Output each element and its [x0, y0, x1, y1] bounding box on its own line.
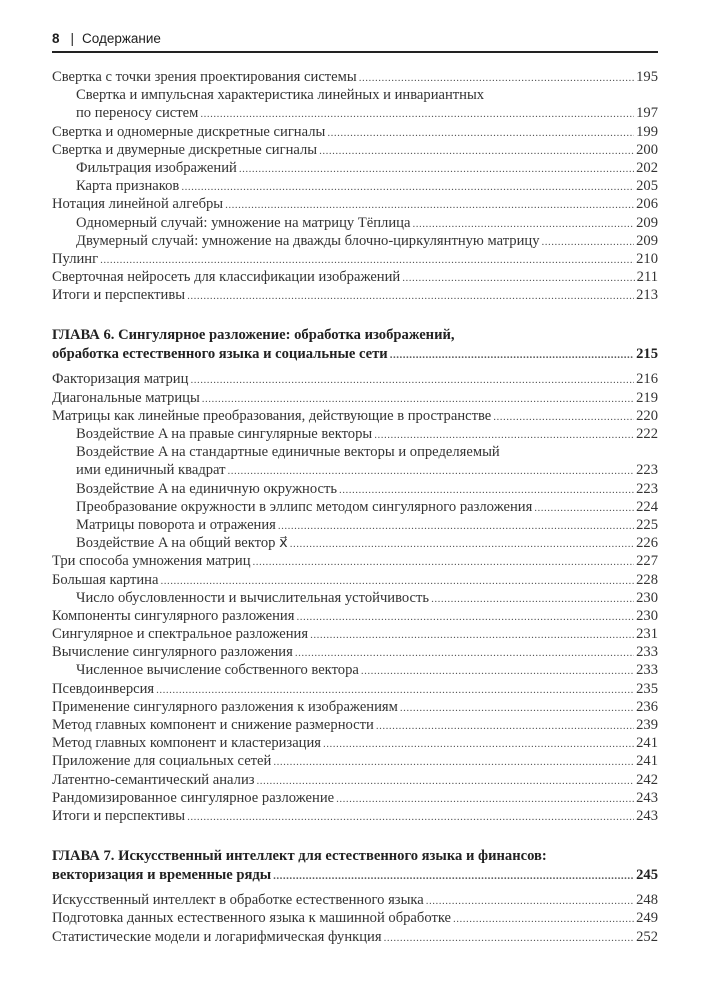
leader-dots — [400, 698, 634, 717]
toc-entry-line1: Свертка и импульсная характеристика линейных и инвариантных — [76, 87, 485, 104]
leader-dots — [160, 571, 634, 590]
toc-entry[interactable]: Свертка и одномерные дискретные сигналы ..... 199 — [52, 123, 658, 141]
page-ref: 233 — [636, 644, 658, 661]
toc-entry[interactable]: Псевдоинверсия ..... 235 — [52, 680, 658, 698]
toc-entry[interactable]: Свертка с точки зрения проектирования системы ..... 195 — [52, 68, 658, 86]
page-ref: 202 — [636, 159, 658, 176]
page-ref: 227 — [636, 553, 658, 570]
toc-entry[interactable]: Карта признаков ..... 205 — [52, 177, 658, 195]
chapter-title-line2: обработка естественного языка и социальные сети ..... 215 — [52, 345, 658, 364]
leader-dots — [412, 214, 634, 233]
page-ref: 216 — [636, 371, 658, 388]
leader-dots — [339, 480, 634, 499]
chapter-title-line1: ГЛАВА 6. Сингулярное разложение: обработка изображений, — [52, 327, 455, 344]
chapter-7-heading[interactable] — [52, 847, 658, 885]
leader-dots — [202, 389, 634, 408]
leader-dots — [228, 461, 635, 480]
leader-dots — [431, 589, 634, 608]
leader-dots — [100, 250, 634, 269]
page-ref: 220 — [636, 407, 658, 424]
page-ref: 231 — [636, 626, 658, 643]
leader-dots — [187, 807, 634, 826]
page-ref: 209 — [636, 232, 658, 249]
page-ref: 199 — [636, 123, 658, 140]
leader-dots — [225, 195, 634, 214]
toc-entry[interactable]: Латентно-семантический анализ ..... 242 — [52, 771, 658, 789]
leader-dots — [493, 407, 634, 426]
toc-entry[interactable]: Воздействие A на общий вектор x⃗ ..... 226 — [52, 534, 658, 552]
page-ref: 230 — [636, 589, 658, 606]
page-ref: 195 — [636, 69, 658, 85]
toc-entry[interactable]: Преобразование окружности в эллипс методом сингулярного разложения ..... 224 — [52, 498, 658, 516]
page-ref: 236 — [636, 698, 658, 715]
table-of-contents — [52, 68, 658, 946]
toc-entry[interactable]: Рандомизированное сингулярное разложение ..... 243 — [52, 789, 658, 807]
page-ref: 223 — [636, 462, 658, 479]
leader-dots — [402, 268, 634, 287]
toc-entry[interactable]: Применение сингулярного разложения к изображениям ..... 236 — [52, 698, 658, 716]
page-ref: 242 — [636, 771, 658, 788]
leader-dots — [296, 607, 634, 626]
chapter-title-line1: ГЛАВА 7. Искусственный интеллект для естественного языка и финансов: — [52, 848, 547, 865]
toc-entry[interactable]: Нотация линейной алгебры ..... 206 — [52, 195, 658, 213]
page-ref: 197 — [636, 105, 658, 122]
leader-dots — [336, 789, 634, 808]
toc-entry[interactable]: Матрицы как линейные преобразования, действующие в пространстве ..... 220 — [52, 407, 658, 425]
toc-entry[interactable]: Диагональные матрицы ..... 219 — [52, 389, 658, 407]
page-ref: 228 — [636, 571, 658, 588]
leader-dots — [359, 68, 634, 87]
leader-dots — [295, 643, 634, 662]
toc-entry[interactable]: Факторизация матриц ..... 216 — [52, 370, 658, 388]
toc-entry-line1: Воздействие A на стандартные единичные векторы и определяемый — [76, 444, 500, 461]
leader-dots — [323, 734, 634, 753]
leader-dots — [361, 661, 634, 680]
page-ref: 249 — [636, 910, 658, 927]
page-ref: 200 — [636, 141, 658, 158]
leader-dots — [310, 625, 634, 644]
toc-entry[interactable]: Воздействие A на правые сингулярные векторы ..... 222 — [52, 425, 658, 443]
leader-dots — [384, 928, 635, 947]
toc-entry[interactable]: Вычисление сингулярного разложения ..... 233 — [52, 643, 658, 661]
leader-dots — [181, 177, 634, 196]
leader-dots — [327, 123, 634, 142]
toc-entry[interactable]: Искусственный интеллект в обработке естественного языка ..... 248 — [52, 891, 658, 909]
leader-dots — [273, 866, 634, 886]
page-ref: 241 — [636, 735, 658, 752]
leader-dots — [453, 909, 634, 928]
page-ref: 243 — [636, 789, 658, 806]
leader-dots — [534, 498, 634, 517]
toc-entry[interactable]: Три способа умножения матриц ..... 227 — [52, 552, 658, 570]
toc-entry[interactable]: Сверточная нейросеть для классификации изображений ..... 211 — [52, 268, 658, 286]
toc-section-continued — [52, 68, 658, 304]
leader-dots — [390, 345, 634, 365]
page-ref: 210 — [636, 250, 658, 267]
page-ref: 223 — [636, 480, 658, 497]
chapter-7-entries — [52, 891, 658, 946]
leader-dots — [257, 771, 635, 790]
leader-dots — [542, 232, 635, 251]
page-ref: 235 — [636, 680, 658, 697]
page-ref: 230 — [636, 607, 658, 624]
page-ref: 215 — [636, 346, 658, 363]
page-ref: 252 — [636, 928, 658, 945]
leader-dots — [376, 716, 634, 735]
toc-entry[interactable]: Метод главных компонент и снижение размерности ..... 239 — [52, 716, 658, 734]
leader-dots — [319, 141, 634, 160]
leader-dots — [239, 159, 634, 178]
leader-dots — [426, 891, 634, 910]
toc-entry[interactable]: ими единичный квадрат ..... 223 — [52, 461, 658, 479]
toc-entry[interactable]: Пулинг ..... 210 — [52, 250, 658, 268]
chapter-title-line2: векторизация и временные ряды ..... 245 — [52, 866, 658, 885]
toc-entry[interactable]: Подготовка данных естественного языка к машинной обработке ..... 249 — [52, 909, 658, 927]
leader-dots — [200, 104, 634, 123]
toc-entry[interactable]: Одномерный случай: умножение на матрицу Тёплица ..... 209 — [52, 214, 658, 232]
page-ref: 211 — [636, 269, 658, 286]
page-ref: 225 — [636, 516, 658, 533]
toc-entry[interactable]: Свертка и двумерные дискретные сигналы ..... 200 — [52, 141, 658, 159]
leader-dots — [278, 516, 634, 535]
chapter-6-entries — [52, 370, 658, 825]
page-ref: 209 — [636, 214, 658, 231]
page-ref: 241 — [636, 753, 658, 770]
toc-entry[interactable]: Статистические модели и логарифмическая функция ..... 252 — [52, 928, 658, 946]
toc-entry[interactable]: Компоненты сингулярного разложения ..... 230 — [52, 607, 658, 625]
toc-entry[interactable]: Итоги и перспективы ..... 243 — [52, 807, 658, 825]
toc-entry[interactable]: Большая картина ..... 228 — [52, 571, 658, 589]
page-ref: 206 — [636, 196, 658, 213]
leader-dots — [290, 534, 634, 553]
page-ref: 245 — [636, 867, 658, 884]
page-ref: 213 — [636, 287, 658, 304]
toc-entry[interactable]: Фильтрация изображений ..... 202 — [52, 159, 658, 177]
running-header — [52, 31, 658, 53]
header-title: Содержание — [82, 31, 161, 46]
page-ref: 205 — [636, 178, 658, 195]
leader-dots — [190, 370, 634, 389]
page-ref: 248 — [636, 892, 658, 909]
toc-entry[interactable]: Матрицы поворота и отражения ..... 225 — [52, 516, 658, 534]
toc-entry[interactable]: Приложение для социальных сетей ..... 241 — [52, 752, 658, 770]
toc-entry[interactable]: Итоги и перспективы ..... 213 — [52, 286, 658, 304]
toc-entry[interactable]: Сингулярное и спектральное разложения ..... 231 — [52, 625, 658, 643]
leader-dots — [374, 425, 634, 444]
toc-entry[interactable]: Метод главных компонент и кластеризация ..... 241 — [52, 734, 658, 752]
leader-dots — [253, 552, 635, 571]
leader-dots — [273, 752, 634, 771]
page-ref: 224 — [636, 498, 658, 515]
page-ref: 243 — [636, 807, 658, 824]
toc-entry[interactable]: по переносу систем ..... 197 — [52, 104, 658, 122]
page-ref: 239 — [636, 717, 658, 733]
leader-dots — [156, 680, 634, 699]
chapter-6-heading[interactable] — [52, 326, 658, 364]
toc-entry[interactable]: Численное вычисление собственного вектора ..... 233 — [52, 661, 658, 679]
page-ref: 222 — [636, 426, 658, 442]
leader-dots — [187, 286, 634, 305]
page-ref: 233 — [636, 662, 658, 679]
header-separator: | — [70, 31, 75, 46]
toc-entry[interactable]: Двумерный случай: умножение на дважды блочно-циркулянтную матрицу ..... 209 — [52, 232, 658, 250]
page-number: 8 — [52, 31, 60, 46]
page-ref: 226 — [636, 535, 658, 552]
toc-entry[interactable]: Воздействие A на единичную окружность ..... 223 — [52, 480, 658, 498]
page-ref: 219 — [636, 389, 658, 406]
toc-entry[interactable]: Число обусловленности и вычислительная устойчивость ..... 230 — [52, 589, 658, 607]
